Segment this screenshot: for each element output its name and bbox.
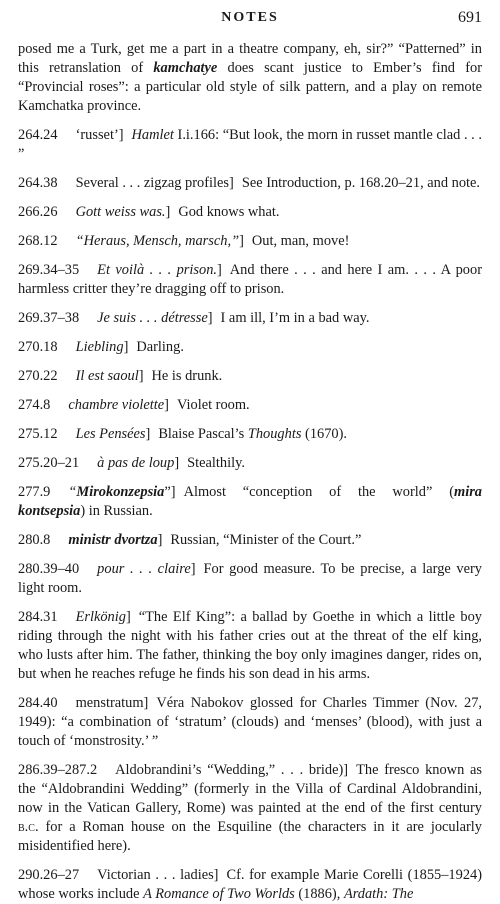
note-entry — [18, 203, 482, 222]
note-lemma — [97, 561, 195, 577]
note-reference: 266.26 — [18, 204, 58, 220]
note-lemma — [76, 695, 149, 711]
text-run: Hamlet — [131, 127, 174, 143]
text-run: ”] — [164, 484, 176, 500]
note-gloss — [18, 867, 482, 902]
text-run: posed me a Turk, get me a part in a theatre company, eh, sir?” “Patterned” in this retranslation of — [18, 41, 482, 76]
text-run: Stealthily. — [187, 455, 245, 471]
note-lemma — [97, 867, 218, 883]
text-run: mira kontsepsia — [18, 484, 482, 519]
note-entry — [18, 338, 482, 357]
note-entry — [18, 396, 482, 415]
note-reference: 270.22 — [18, 368, 58, 384]
note-gloss — [152, 368, 223, 384]
text-run: à pas de loup — [97, 455, 175, 471]
note-entry — [18, 126, 482, 164]
note-entry — [18, 608, 482, 684]
text-run: Erlkönig — [75, 609, 126, 625]
text-run: He is drunk. — [151, 368, 223, 384]
text-run: Véra Nabokov glossed for Charles Timmer (Nov. 27, 1949): “a combination of ‘stratum’ (clouds) and ‘menses’ (blood), with just a touch of ‘monstrosity.’ ” — [18, 695, 482, 749]
text-run: Je suis . . . détresse — [97, 310, 208, 326]
text-run: ] — [190, 561, 196, 577]
note-reference: 280.39–40 — [18, 561, 80, 577]
text-run: ] — [174, 455, 180, 471]
text-run: See Introduction, p. 168.20–21, and note. — [241, 175, 481, 191]
note-lemma — [76, 339, 129, 355]
text-run: ministr dvortza — [68, 532, 158, 548]
note-lemma — [76, 609, 131, 625]
text-run: ] — [157, 532, 163, 548]
note-entry — [18, 309, 482, 328]
note-reference: 274.8 — [18, 397, 51, 413]
note-entry — [18, 174, 482, 193]
text-run: And there . . . and here I am. . . . A poor harmless critter they’re dragging off to prison. — [18, 262, 482, 297]
note-reference: 280.8 — [18, 532, 51, 548]
text-run: pour . . . claire — [97, 561, 191, 577]
note-entry — [18, 425, 482, 444]
note-reference: 264.38 — [18, 175, 58, 191]
text-run: b.c. — [18, 819, 39, 835]
text-run: ] — [165, 204, 171, 220]
text-run: Victorian . . . ladies] — [97, 867, 219, 883]
note-gloss — [18, 262, 482, 297]
text-run: ] — [145, 426, 151, 442]
note-lemma — [76, 368, 144, 384]
text-run: Several . . . zigzag profiles] — [75, 175, 234, 191]
text-run: Blaise Pascal’s — [158, 426, 248, 442]
text-run: The fresco known as the “Aldobrandini Wedding” (formerly in the Villa of Cardinal Aldobrandini, now in the Vatican Gallery, Rome) was painted at the end of the first century — [18, 762, 482, 816]
note-lemma — [76, 204, 171, 220]
page-header — [18, 8, 482, 32]
note-entry — [18, 232, 482, 251]
note-gloss — [177, 397, 250, 413]
text-run: Out, man, move! — [251, 233, 350, 249]
note-entry — [18, 367, 482, 386]
note-reference: 286.39–287.2 — [18, 762, 98, 778]
text-run: I.i.166: “But look, the morn in russet mantle clad . . . ” — [18, 127, 482, 162]
text-run: A Romance of Two Worlds — [143, 886, 295, 902]
text-run: Et voilà . . . prison. — [97, 262, 217, 278]
text-run: “ — [68, 484, 77, 500]
note-reference: 290.26–27 — [18, 867, 80, 883]
note-entry — [18, 531, 482, 550]
note-reference: 269.37–38 — [18, 310, 80, 326]
text-run: (1886), — [294, 886, 344, 902]
text-run: Les Pensées — [75, 426, 146, 442]
text-run: Ardath: The — [343, 886, 414, 902]
text-run: Russian, “Minister of the Court.” — [170, 532, 362, 548]
text-run: ] — [207, 310, 213, 326]
note-lemma — [76, 175, 234, 191]
text-run: Almost “conception of the world” ( — [183, 484, 454, 500]
note-reference: 264.24 — [18, 127, 58, 143]
note-gloss — [187, 455, 245, 471]
note-lemma — [97, 262, 222, 278]
text-run: ) in Russian. — [80, 503, 153, 519]
note-entry — [18, 454, 482, 473]
note-gloss — [178, 204, 279, 220]
text-run: (1670). — [301, 426, 347, 442]
note-gloss — [18, 561, 482, 596]
text-run: ‘russet’] — [75, 127, 124, 143]
text-run: Aldobrandini’s “Wedding,” . . . bride)] — [115, 762, 349, 778]
text-run: Gott weiss was. — [75, 204, 166, 220]
text-run: Mirokonzepsia — [76, 484, 165, 500]
note-reference: 268.12 — [18, 233, 58, 249]
text-run: Darling. — [136, 339, 184, 355]
note-lemma — [97, 310, 212, 326]
note-lemma — [76, 426, 151, 442]
note-lemma — [76, 233, 244, 249]
note-reference: 277.9 — [18, 484, 51, 500]
note-entry — [18, 483, 482, 521]
text-run: ] — [123, 339, 129, 355]
text-run: Il est saoul — [75, 368, 139, 384]
notes-body — [18, 40, 482, 904]
text-run: “Heraus, Mensch, marsch,” — [75, 233, 240, 249]
note-lemma — [115, 762, 348, 778]
text-run: does scant justice to Ember’s find for “Provincial roses”: a particular old style of silk pattern, and a play on remote Kamchatka province. — [18, 60, 482, 114]
note-reference: 275.12 — [18, 426, 58, 442]
note-gloss — [170, 532, 361, 548]
note-entry — [18, 261, 482, 299]
note-reference: 284.31 — [18, 609, 58, 625]
text-run: ] — [125, 609, 131, 625]
text-run: Thoughts — [247, 426, 302, 442]
note-reference: 275.20–21 — [18, 455, 80, 471]
note-entry — [18, 560, 482, 598]
note-gloss — [136, 339, 184, 355]
note-gloss — [242, 175, 480, 191]
note-lemma — [68, 397, 169, 413]
note-lemma — [68, 484, 175, 500]
text-run: menstratum] — [75, 695, 149, 711]
text-run: chambre violette — [68, 397, 165, 413]
text-run: kamchatye — [153, 60, 218, 76]
text-run: ] — [138, 368, 144, 384]
text-run: ] — [164, 397, 169, 413]
note-lemma — [76, 127, 124, 143]
text-run: ] — [216, 262, 222, 278]
note-gloss — [221, 310, 370, 326]
text-run: I am ill, I’m in a bad way. — [220, 310, 370, 326]
note-reference: 284.40 — [18, 695, 58, 711]
page-number: 691 — [458, 9, 482, 26]
note-entry — [18, 866, 482, 904]
text-run: Violet room. — [176, 397, 250, 413]
note-reference: 270.18 — [18, 339, 58, 355]
note-gloss — [158, 426, 347, 442]
note-entry — [18, 761, 482, 856]
note-lemma — [68, 532, 162, 548]
text-run: ] — [239, 233, 244, 249]
note-entry — [18, 694, 482, 751]
text-run: For good measure. To be precise, a large very light room. — [18, 561, 482, 596]
note-gloss — [252, 233, 350, 249]
text-run: God knows what. — [178, 204, 280, 220]
text-run: Cf. for example Marie Corelli (1855–1924) whose works include — [18, 867, 483, 902]
running-title: NOTES — [221, 10, 279, 25]
text-run: Liebling — [75, 339, 124, 355]
note-reference: 269.34–35 — [18, 262, 80, 278]
text-run: “The Elf King”: a ballad by Goethe in which a little boy riding through the night with his father cries out at the threat of the elf king, who lusts after him. The father, thinking the boy only imagines danger, rides on, but when he reaches refuge he finds his son dead in his arms. — [18, 609, 482, 682]
note-lemma — [97, 455, 179, 471]
carry-over-paragraph — [18, 40, 482, 116]
text-run: for a Roman house on the Esquiline (the characters in it are jocularly misidentified here). — [18, 819, 482, 854]
